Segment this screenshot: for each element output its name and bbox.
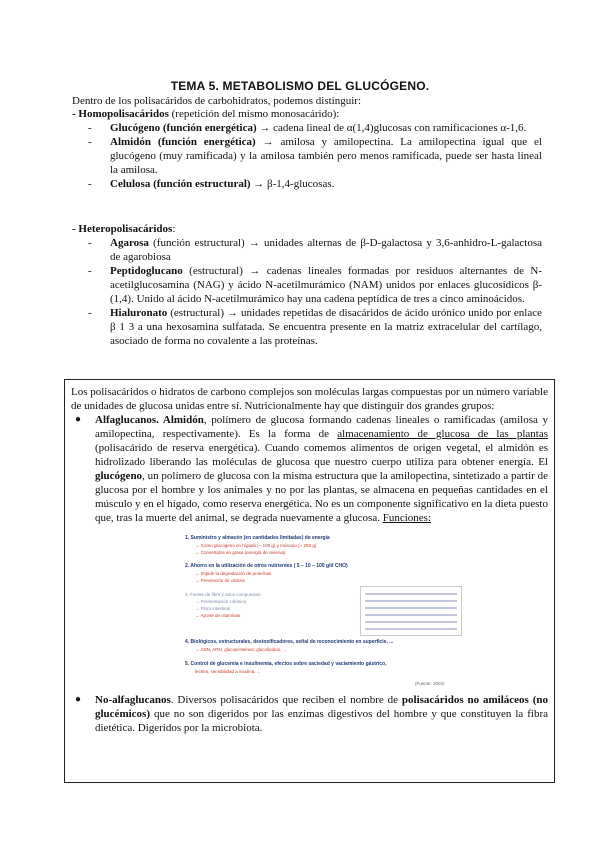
no-alfaglucanos-term: No-alfaglucanos: [95, 694, 171, 706]
item-term: Celulosa (función estructural): [110, 178, 251, 190]
list-item: [72, 135, 542, 177]
item-text: → β-1,4-glucosas.: [250, 178, 335, 190]
figure-line: 4. Biológicos, estructurales, destoxificadores, señal de reconocimiento en superficie, ...: [185, 639, 394, 645]
item-term: Peptidoglucano: [110, 265, 183, 277]
nutrition-box: [64, 379, 555, 783]
item-text: (estructural) → unidades repetidas de disacáridos de ácido urónico unido por enlace β 1 3 a una hexosamina sulfatada. Se encuentra presente en la matriz extracelular del cartílago, asociado de forma no covalente a las proteínas.: [110, 307, 542, 347]
figure-line: → ADN, ARN, glucoproteínas, glucolípidos, ...: [195, 647, 287, 652]
item-text: (función estructural) → unidades alternas de β-D-galactosa y 3,6-anhidro-L-galactosa de agarobiosa: [110, 237, 542, 263]
inset-line: [365, 628, 457, 630]
inset-line: [365, 593, 457, 595]
document-title: TEMA 5. METABOLISMO DEL GLUCÓGENO.: [170, 79, 430, 93]
section-heading: [72, 222, 542, 236]
inset-line: [365, 621, 457, 623]
heteropolysaccharides-heading: - Heteropolisacáridos: [72, 223, 173, 235]
section-heading: [72, 107, 542, 121]
box-intro: Los polisacáridos o hidratos de carbono complejos son moléculas largas compuestas por un número variable de unidades de glucosa unidas entre sí. Nutricionalmente hay que distinguir dos grandes grupos:: [71, 386, 548, 412]
item-text: → amilosa y amilopectina. La amilopectina igual que el glucógeno (muy ramificada) y la amilosa también pero menos ramificada, puede ser hasta lineal la amilosa.: [110, 136, 542, 176]
glucogeno-term: glucógeno: [95, 470, 143, 482]
inset-line: [365, 600, 457, 602]
list-item: [72, 264, 542, 306]
bullet-icon: ●: [75, 694, 82, 705]
list-item: [72, 177, 542, 191]
figure-line: → Aporte de vitaminas: [195, 613, 241, 618]
figure-line: → Convertidos en grasa (energía de reserva): [195, 550, 286, 555]
homopolysaccharides-heading: - Homopolisacáridos: [72, 108, 169, 120]
item-term: Glucógeno (función energética): [110, 122, 257, 134]
alfaglucanos-text-2: (polisacárido de reserva energética). Cuando comemos alimentos de origen vegetal, el almidón es hidrolizado liberando las moléculas de glucosa que nuestro cuerpo utiliza para obtener energía. El: [95, 442, 548, 468]
figure-line: → Impide la degradación de proteínas: [195, 571, 272, 576]
figure-line: 3. Fuente de fibra y otros compuestos: [185, 592, 261, 597]
figure-inset-image: [360, 586, 462, 636]
alfaglucanos-term: Alfaglucanos. Almidón: [95, 414, 204, 426]
item-text: → cadena lineal de α(1,4)glucosas con ramificaciones α-1,6.: [256, 122, 527, 134]
dash-marker: -: [88, 122, 92, 134]
figure-line: 2. Ahorro en la utilización de otros nutrientes ( 5 – 10 – 100 g/d CHO): [185, 563, 348, 569]
dash-marker: -: [88, 178, 92, 190]
no-alfaglucanos-text-1: . Diversos polisacáridos que reciben el nombre de: [170, 694, 402, 706]
funciones-label: Funciones:: [382, 512, 431, 524]
item-term: Hialuronato: [110, 307, 168, 319]
bullet-icon: ●: [75, 414, 82, 425]
functions-figure: [185, 531, 485, 691]
inset-line: [365, 614, 457, 616]
figure-line: 5. Control de glucemia e insulinemia, efectos sobre saciedad y vaciamiento gástrico,: [185, 661, 387, 667]
alfaglucanos-underlined: almacenamiento de glucosa de las plantas: [337, 428, 548, 440]
no-amilaceos-term: polisacáridos no amiláceos (no glucémicos): [95, 694, 548, 720]
heteropolysaccharides-section: [72, 222, 542, 348]
figure-line: → Prevención de cetosis: [195, 578, 245, 583]
list-item-alfaglucanos: [71, 413, 548, 691]
homopolysaccharides-list: [72, 121, 542, 191]
figure-source: (Fuente: 2002): [415, 681, 445, 686]
figure-line: → Flora intestinal: [195, 606, 231, 611]
dash-marker: -: [88, 237, 92, 249]
alfaglucanos-text-3: , un polímero de glucosa con la misma estructura que la amilopectina, sintetizado a partir de glucosa por el hombre y los animales y no por las plantas, se almacena en pequeñas cantidades en el músculo y en el hígado, como reserva energética. No es un componente significativo en la dieta puesto que, tras la muerte del animal, se degrada nuevamente a glucosa.: [95, 470, 548, 524]
list-item: [72, 236, 542, 264]
list-item: [72, 121, 542, 135]
list-item: [72, 306, 542, 348]
figure-line: → Como glucógeno en hígado (~ 100 g) y músculo (~ 250 g): [195, 543, 317, 548]
glucans-list: [71, 413, 548, 735]
dash-marker: -: [88, 265, 92, 277]
heading-note: :: [172, 223, 176, 235]
dash-marker: -: [88, 307, 92, 319]
figure-line: lectina, sensibilidad a insulina, ...: [195, 669, 261, 674]
heading-note: (repetición del mismo monosacárido):: [168, 108, 340, 120]
alfaglucanos-text-1: , polímero de glucosa formando cadenas lineales o ramificadas (amilosa y amilopectina, respectivamente). Es la forma de: [95, 414, 548, 440]
figure-line: → Fermentación colónica: [195, 599, 247, 604]
list-item-no-alfaglucanos: [71, 693, 548, 735]
item-text: (estructural) → cadenas lineales formadas por residuos alternantes de N-acetilglucosamina (NAG) y ácido N-acetilmurámico (NAM) unidos por enlaces glucosídicos β-(1,4). Unido al ácido N-acetilmurámico hay una cadena peptídica de tres a cinco aminoácidos.: [110, 265, 542, 305]
dash-marker: -: [88, 136, 92, 148]
figure-line: 1. Suministro y almacén (en cantidades limitadas) de energía: [185, 535, 330, 541]
item-term: Agarosa: [110, 237, 149, 249]
inset-line: [365, 607, 457, 609]
heteropolysaccharides-list: [72, 236, 542, 348]
item-term: Almidón (función energética): [110, 136, 256, 148]
homopolysaccharides-section: [72, 107, 542, 191]
intro-paragraph: Dentro de los polisacáridos de carbohidratos, podemos distinguir:: [72, 95, 361, 107]
no-alfaglucanos-text-2: que no son digeridos por las enzimas digestivos del hombre y que constituyen la fibra dietética. Digeridos por la microbiota.: [95, 708, 548, 734]
